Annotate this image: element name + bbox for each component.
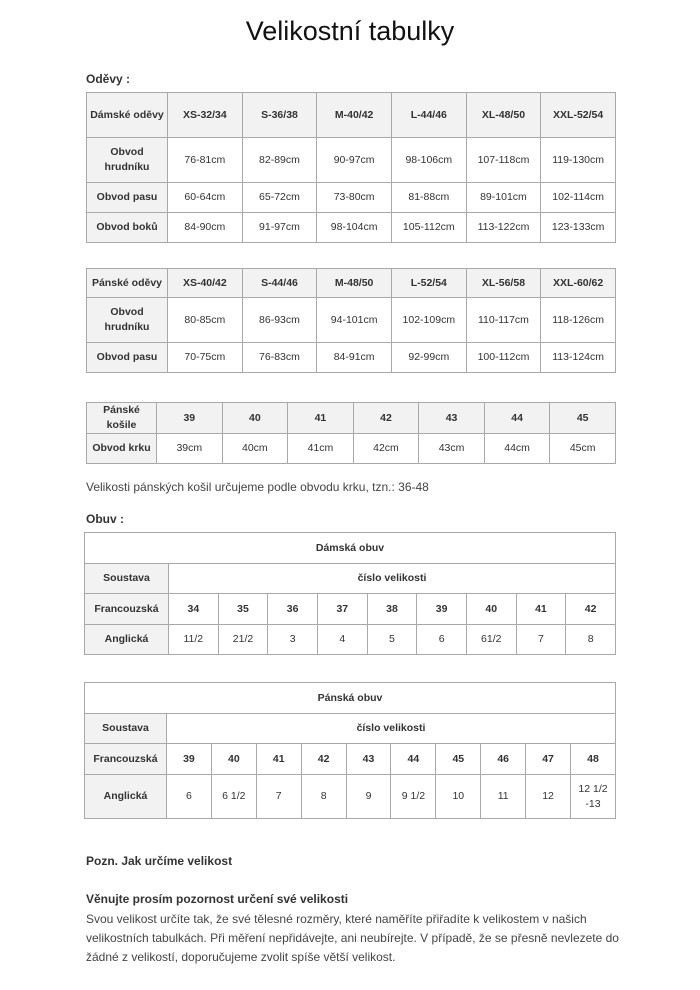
table-cell: 39cm xyxy=(157,434,223,464)
table-header-row xyxy=(87,93,616,138)
womens-clothing-table xyxy=(86,92,616,243)
table-cell: 41 xyxy=(516,594,566,625)
table-cell: 42 xyxy=(566,594,616,625)
table-cell: 41 xyxy=(256,744,301,775)
table-corner-cell: Pánské oděvy xyxy=(87,269,168,298)
shoe-table-title: Dámská obuv xyxy=(85,533,616,564)
table-cell: 7 xyxy=(516,625,566,655)
clothing-section-label: Oděvy : xyxy=(86,72,131,86)
size-header-cell: M-40/42 xyxy=(317,93,392,138)
table-cell: 42cm xyxy=(353,434,419,464)
size-header-cell: 43 xyxy=(419,403,485,434)
size-header-cell: 39 xyxy=(157,403,223,434)
table-cell: 45cm xyxy=(550,434,616,464)
size-header-cell: XS-32/34 xyxy=(168,93,243,138)
table-corner-cell: Pánské košile xyxy=(87,403,157,434)
size-header-cell: XXL-52/54 xyxy=(541,93,616,138)
page-title: Velikostní tabulky xyxy=(245,16,455,46)
table-cell: 81-88cm xyxy=(391,183,466,213)
mens-clothing-table xyxy=(86,268,616,373)
table-cell: 76-83cm xyxy=(242,343,317,373)
mens-shirts-table xyxy=(86,402,616,464)
table-cell: 9 1/2 xyxy=(391,775,436,819)
table-cell: 123-133cm xyxy=(541,213,616,243)
row-label-cell: Obvod hrudníku xyxy=(87,138,168,183)
table-cell: 113-122cm xyxy=(466,213,541,243)
table-cell: 40 xyxy=(466,594,516,625)
table-cell: 91-97cm xyxy=(242,213,317,243)
table-cell: 98-106cm xyxy=(391,138,466,183)
table-title-row xyxy=(85,533,616,564)
mens-shoes-table xyxy=(84,682,616,819)
table-cell: 100-112cm xyxy=(466,343,541,373)
shirt-size-note: Velikosti pánských košil určujeme podle obvodu krku, tzn.: 36-48 xyxy=(86,480,429,494)
note-paragraph: Svou velikost určíte tak, že své tělesné rozměry, které naměříte přiřadíte k velikostem v našich velikostních tabulkách. Při měření nepřidávejte, ani neubírejte. V případě, že se přesně nevlezete do žádné z velikostí, doporučujeme zvolit spíše větší velikost. xyxy=(86,912,619,964)
table-cell: 35 xyxy=(218,594,268,625)
size-header-cell: XL-56/58 xyxy=(466,269,541,298)
table-cell: 84-91cm xyxy=(317,343,392,373)
table-row xyxy=(87,183,616,213)
table-cell: 44 xyxy=(391,744,436,775)
row-label-cell: Obvod boků xyxy=(87,213,168,243)
table-cell: 94-101cm xyxy=(317,298,392,343)
table-row xyxy=(87,138,616,183)
table-cell: 107-118cm xyxy=(466,138,541,183)
table-cell: 6 1/2 xyxy=(211,775,256,819)
table-title-row xyxy=(85,683,616,714)
table-cell: 39 xyxy=(167,744,212,775)
table-cell: 8 xyxy=(301,775,346,819)
table-cell: 41cm xyxy=(288,434,354,464)
size-header-cell: 45 xyxy=(550,403,616,434)
table-cell: 102-109cm xyxy=(391,298,466,343)
womens-shoes-table xyxy=(84,532,616,655)
table-row xyxy=(85,625,616,655)
table-cell: 47 xyxy=(526,744,571,775)
table-corner-cell: Dámské oděvy xyxy=(87,93,168,138)
table-cell: 102-114cm xyxy=(541,183,616,213)
table-cell: 118-126cm xyxy=(541,298,616,343)
size-header-cell: XXL-60/62 xyxy=(541,269,616,298)
note-subtitle: Věnujte prosím pozornost určení své velikosti xyxy=(86,892,349,906)
table-row xyxy=(85,775,616,819)
table-cell: 6 xyxy=(417,625,467,655)
size-number-label-cell: číslo velikosti xyxy=(169,564,616,594)
table-cell: 60-64cm xyxy=(168,183,243,213)
row-label-cell: Obvod pasu xyxy=(87,183,168,213)
table-cell: 11 xyxy=(481,775,526,819)
size-header-cell: S-44/46 xyxy=(242,269,317,298)
note-title: Pozn. Jak určíme velikost xyxy=(86,854,233,868)
table-cell: 34 xyxy=(169,594,219,625)
table-cell: 61/2 xyxy=(466,625,516,655)
table-cell: 80-85cm xyxy=(168,298,243,343)
table-cell: 44cm xyxy=(484,434,550,464)
table-row xyxy=(85,744,616,775)
size-number-label-cell: číslo velikosti xyxy=(167,714,616,744)
table-cell: 40 xyxy=(211,744,256,775)
table-cell: 105-112cm xyxy=(391,213,466,243)
table-cell: 119-130cm xyxy=(541,138,616,183)
table-cell: 40cm xyxy=(222,434,288,464)
system-label-cell: Soustava xyxy=(85,564,169,594)
size-header-cell: XS-40/42 xyxy=(168,269,243,298)
row-label-cell: Anglická xyxy=(85,625,169,655)
table-subheader-row xyxy=(85,714,616,744)
table-cell: 39 xyxy=(417,594,467,625)
table-row xyxy=(87,343,616,373)
table-row xyxy=(87,213,616,243)
table-cell: 90-97cm xyxy=(317,138,392,183)
table-subheader-row xyxy=(85,564,616,594)
table-cell: 98-104cm xyxy=(317,213,392,243)
table-row xyxy=(87,434,616,464)
table-cell: 11/2 xyxy=(169,625,219,655)
table-header-row xyxy=(87,269,616,298)
size-header-cell: L-44/46 xyxy=(391,93,466,138)
table-cell: 45 xyxy=(436,744,481,775)
table-cell: 7 xyxy=(256,775,301,819)
table-cell: 113-124cm xyxy=(541,343,616,373)
row-label-cell: Obvod hrudníku xyxy=(87,298,168,343)
table-cell: 21/2 xyxy=(218,625,268,655)
size-header-cell: M-48/50 xyxy=(317,269,392,298)
table-cell: 10 xyxy=(436,775,481,819)
table-cell: 12 1/2 -13 xyxy=(571,775,616,819)
row-label-cell: Francouzská xyxy=(85,594,169,625)
table-header-row xyxy=(87,403,616,434)
table-cell: 42 xyxy=(301,744,346,775)
table-cell: 37 xyxy=(317,594,367,625)
table-cell: 89-101cm xyxy=(466,183,541,213)
system-label-cell: Soustava xyxy=(85,714,167,744)
table-cell: 3 xyxy=(268,625,318,655)
table-cell: 84-90cm xyxy=(168,213,243,243)
size-header-cell: 44 xyxy=(484,403,550,434)
table-cell: 38 xyxy=(367,594,417,625)
size-header-cell: 40 xyxy=(222,403,288,434)
table-cell: 43 xyxy=(346,744,391,775)
table-cell: 9 xyxy=(346,775,391,819)
table-cell: 86-93cm xyxy=(242,298,317,343)
row-label-cell: Anglická xyxy=(85,775,167,819)
table-row xyxy=(85,594,616,625)
table-cell: 48 xyxy=(571,744,616,775)
table-cell: 6 xyxy=(167,775,212,819)
row-label-cell: Obvod pasu xyxy=(87,343,168,373)
shoe-table-title: Pánská obuv xyxy=(85,683,616,714)
size-header-cell: 41 xyxy=(288,403,354,434)
table-cell: 43cm xyxy=(419,434,485,464)
table-cell: 110-117cm xyxy=(466,298,541,343)
row-label-cell: Francouzská xyxy=(85,744,167,775)
table-cell: 92-99cm xyxy=(391,343,466,373)
table-cell: 82-89cm xyxy=(242,138,317,183)
table-cell: 4 xyxy=(317,625,367,655)
table-cell: 5 xyxy=(367,625,417,655)
size-header-cell: XL-48/50 xyxy=(466,93,541,138)
table-cell: 12 xyxy=(526,775,571,819)
size-header-cell: S-36/38 xyxy=(242,93,317,138)
size-header-cell: 42 xyxy=(353,403,419,434)
table-cell: 36 xyxy=(268,594,318,625)
table-cell: 8 xyxy=(566,625,616,655)
table-cell: 73-80cm xyxy=(317,183,392,213)
table-row xyxy=(87,298,616,343)
table-cell: 70-75cm xyxy=(168,343,243,373)
shoes-section-label: Obuv : xyxy=(86,512,124,526)
table-cell: 76-81cm xyxy=(168,138,243,183)
row-label-cell: Obvod krku xyxy=(87,434,157,464)
table-cell: 46 xyxy=(481,744,526,775)
size-header-cell: L-52/54 xyxy=(391,269,466,298)
table-cell: 65-72cm xyxy=(242,183,317,213)
